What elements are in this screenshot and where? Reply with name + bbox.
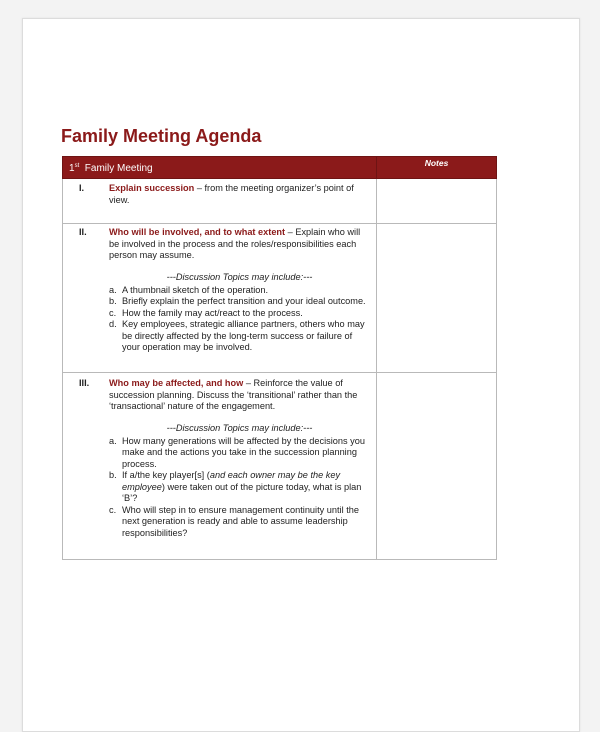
discussion-topic-list	[109, 285, 370, 354]
list-item: a. How many generations will be affected by the decisions you make and the actions you take in the succession planning process.	[109, 435, 365, 469]
section-lead: Who may be affected, and how	[109, 378, 244, 388]
agenda-table	[62, 156, 497, 560]
section-description	[109, 183, 370, 206]
notes-cell[interactable]	[377, 224, 497, 373]
list-item: b. If a/the key player[s] (and each owner may be the key employee) were taken out of the picture today, what is plan ‘B’?	[109, 470, 362, 503]
section-text: – Reinforce the value of succession planning. Discuss the ‘transitional’ rather than the ‘transactional’ nature of the engagement.	[109, 378, 358, 411]
notes-cell[interactable]	[377, 179, 497, 224]
meeting-ordinal: 1	[69, 163, 75, 174]
meeting-label: Family Meeting	[84, 163, 153, 174]
agenda-section-2	[63, 224, 377, 373]
agenda-section-row	[63, 224, 497, 373]
section-lead: Who will be involved, and to what extent	[109, 227, 286, 237]
meeting-ordinal-suffix: st	[74, 163, 80, 169]
section-description	[109, 227, 370, 262]
section-numeral: I.	[79, 183, 85, 193]
list-item: d. Key employees, strategic alliance partners, others who may be directly affected by the long-term success or failure of your operation may be involved.	[109, 319, 365, 352]
list-item: c. Who will step in to ensure management continuity until the next generation is ready and able to assume leadership responsibilities?	[109, 504, 359, 538]
agenda-section-3	[63, 373, 377, 560]
discussion-topics-heading: ---Discussion Topics may include:---	[166, 422, 313, 433]
page-title: Family Meeting Agenda	[61, 126, 262, 146]
notes-cell[interactable]	[377, 373, 497, 560]
agenda-section-row	[63, 179, 497, 224]
meeting-heading	[63, 157, 377, 179]
section-description	[109, 378, 370, 413]
agenda-section-1	[63, 179, 377, 224]
section-text: – Explain who will be involved in the process and the roles/responsibilities each person may assume.	[109, 227, 361, 260]
list-item: c. How the family may act/react to the process.	[109, 307, 303, 318]
section-numeral: II.	[79, 227, 87, 237]
list-item: b. Briefly explain the perfect transition and your ideal outcome.	[109, 296, 366, 306]
section-numeral: III.	[79, 378, 90, 388]
agenda-section-row	[63, 373, 497, 560]
section-lead: Explain succession	[109, 183, 195, 193]
list-item: a. A thumbnail sketch of the operation.	[109, 284, 269, 295]
section-text: – from the meeting organizer’s point of view.	[109, 183, 354, 205]
agenda-header-row	[63, 157, 497, 179]
discussion-topics-heading: ---Discussion Topics may include:---	[166, 271, 313, 282]
notes-heading: Notes	[377, 157, 497, 179]
discussion-topic-list	[109, 436, 370, 540]
